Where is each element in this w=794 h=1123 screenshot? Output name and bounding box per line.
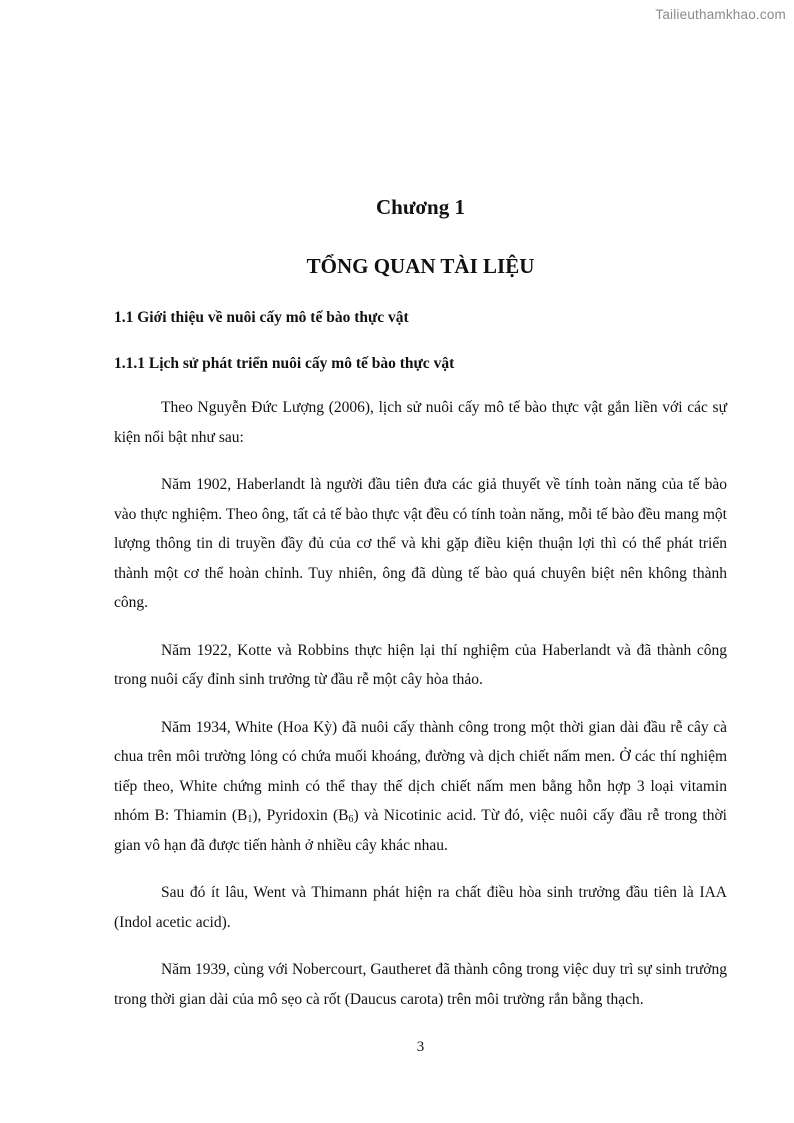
paragraph-1934: [114, 713, 727, 861]
chapter-title: TỔNG QUAN TÀI LIỆU: [306, 254, 535, 278]
paragraph-1939: Năm 1939, cùng với Nobercourt, Gautheret đã thành công trong việc duy trì sự sinh trưởng trong thời gian dài của mô sẹo cà rốt (Daucus carota) trên môi trường rắn bằng thạch.: [114, 961, 727, 1008]
subscript-b1: 1: [247, 814, 253, 825]
subscript-b6: 6: [348, 814, 354, 825]
section-heading: 1.1 Giới thiệu về nuôi cấy mô tế bào thực vật: [114, 309, 409, 326]
chapter-label: Chương 1: [375, 195, 465, 219]
subsection-heading: 1.1.1 Lịch sử phát triển nuôi cấy mô tế bào thực vật: [114, 355, 455, 372]
watermark: Tailieuthamkhao.com: [655, 7, 786, 22]
body-text: [114, 393, 727, 1032]
paragraph-went-thimann: Sau đó ít lâu, Went và Thimann phát hiện ra chất điều hòa sinh trưởng đầu tiên là IAA (Indol acetic acid).: [114, 884, 727, 931]
paragraph-1902: Năm 1902, Haberlandt là người đầu tiên đưa các giả thuyết về tính toàn năng của tế bào vào thực nghiệm. Theo ông, tất cả tế bào thực vật đều có tính toàn năng, mỗi tế bào đều mang một lượng thông tin di truyền đầy đủ của cơ thể và khi gặp điều kiện thuận lợi thì có thể phát triển thành một cơ thể hoàn chỉnh. Tuy nhiên, ông đã dùng tế bào quá chuyên biệt nên không thành công.: [114, 476, 727, 611]
paragraph-intro: Theo Nguyễn Đức Lượng (2006), lịch sử nuôi cấy mô tế bào thực vật gắn liền với các sự kiện nổi bật như sau:: [114, 399, 727, 446]
paragraph-1934-part-b: ), Pyridoxin (B: [252, 807, 349, 824]
paragraph-1922: Năm 1922, Kotte và Robbins thực hiện lại thí nghiệm của Haberlandt và đã thành công trong nuôi cấy đỉnh sinh trưởng từ đầu rễ một cây hòa thảo.: [114, 641, 727, 688]
paragraph-1934-part-c: ) và Nicotinic acid. Từ đó, việc nuôi cấy đầu rễ trong thời gian vô hạn đã được tiến hành ở nhiều cây khác nhau.: [114, 807, 727, 854]
page-number: 3: [416, 1039, 425, 1055]
paragraph-1934-part-a: Năm 1934, White (Hoa Kỳ) đã nuôi cấy thành công trong một thời gian dài đầu rễ cây cà chua trên môi trường lỏng có chứa muối khoáng, đường và dịch chiết nấm men. Ở các thí nghiệm tiếp theo, White chứng minh có thể thay thế dịch chiết nấm men bằng hỗn hợp 3 loại vitamin nhóm B: Thiamin (B: [114, 718, 727, 824]
